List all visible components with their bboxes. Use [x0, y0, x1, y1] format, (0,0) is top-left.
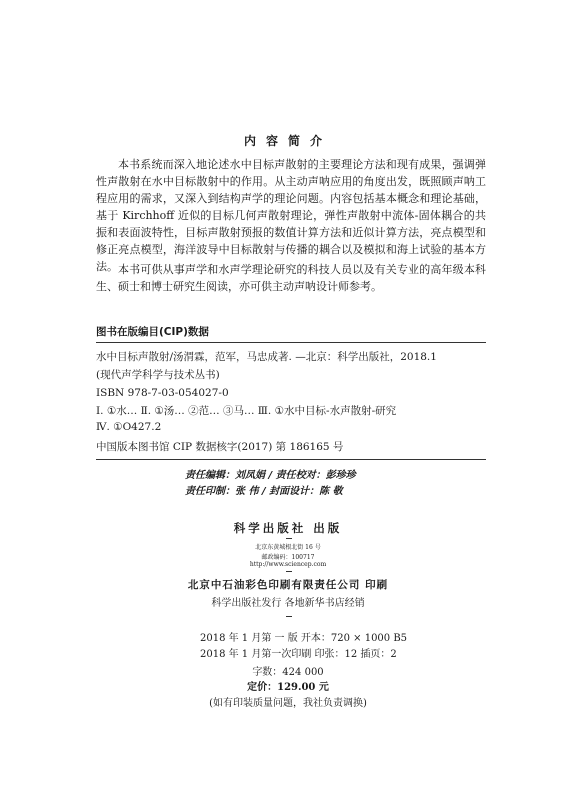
- small-divider: [286, 538, 292, 539]
- cip-title-line: 水中目标声散射/汤渭霖，范军，马忠成著. —北京：科学出版社，2018.1: [96, 351, 437, 363]
- cip-subject-line: Ⅰ. ①水… Ⅱ. ①汤… ②范… ③马… Ⅲ. ①水中目标-水声散射-研究: [96, 405, 397, 417]
- word-count: 字数：424 000: [252, 667, 324, 678]
- cip-record-number-line: 中国版本图书馆 CIP 数据核字(2017) 第 186165 号: [96, 441, 344, 453]
- cip-classification-line: Ⅳ. ①O427.2: [96, 421, 162, 433]
- cip-isbn-line: ISBN 978-7-03-054027-0: [96, 387, 229, 399]
- small-divider: [286, 616, 292, 617]
- production-credits: 责任印制：张 伟 / 封面设计：陈 敬: [185, 486, 343, 497]
- cip-header: 图书在版编目(CIP)数据: [96, 324, 486, 343]
- abstract-paragraph-1: [96, 156, 486, 275]
- publisher-zip: 邮政编码：100717: [261, 554, 315, 561]
- edition-line: 2018 年 1 月第 一 版 开本：720 × 1000 B5: [200, 633, 408, 644]
- abstract-text: 本书可供从事声学和水声学理论研究的科技人员以及有关专业的高年级本科生、硕士和博士研究生阅读，亦可供主动声呐设计师参考。: [96, 263, 486, 293]
- printing-line: 2018 年 1 月第一次印刷 印张：12 插页：2: [200, 649, 397, 660]
- price: 定价：129.00 元: [247, 682, 329, 693]
- abstract-paragraph-2: [96, 261, 486, 295]
- cip-divider: [96, 459, 486, 460]
- abstract-text: 本书系统而深入地论述水中目标声散射的主要理论方法和现有成果，强调弹性声散射在水中目标散射中的作用。从主动声呐应用的角度出发，既照顾声呐工程应用的需求，又深入到结构声学的理论问题。内容包括基本概念和理论基础，基于 Kirchhoff 近似的目标几何声散射理论，弹性声散射中流体-固体耦合的共振和表面波特性，目标声散射预报的数值计算方法和近似计算方法，亮点模型和修正亮点模型，海洋波导中目标散射与传播的耦合以及模拟和海上试验的基本方法。: [96, 158, 486, 273]
- cip-series-line: (现代声学科学与技术丛书): [96, 369, 220, 381]
- publisher-name: 科学出版社 出版: [233, 521, 343, 535]
- printer-name: 北京中石油彩色印刷有限责任公司 印刷: [187, 579, 389, 591]
- editor-credits: 责任编辑：刘凤娟 / 责任校对：彭珍珍: [185, 470, 356, 481]
- distribution-line: 科学出版社发行 各地新华书店经销: [211, 598, 365, 609]
- quality-note: (如有印装质量问题，我社负责调换): [209, 698, 367, 709]
- publisher-url: http://www.sciencep.com: [249, 561, 327, 568]
- page-title: 内容简介: [243, 134, 332, 148]
- small-divider: [286, 571, 292, 572]
- publisher-address: 北京东黄城根北街 16 号: [255, 544, 321, 551]
